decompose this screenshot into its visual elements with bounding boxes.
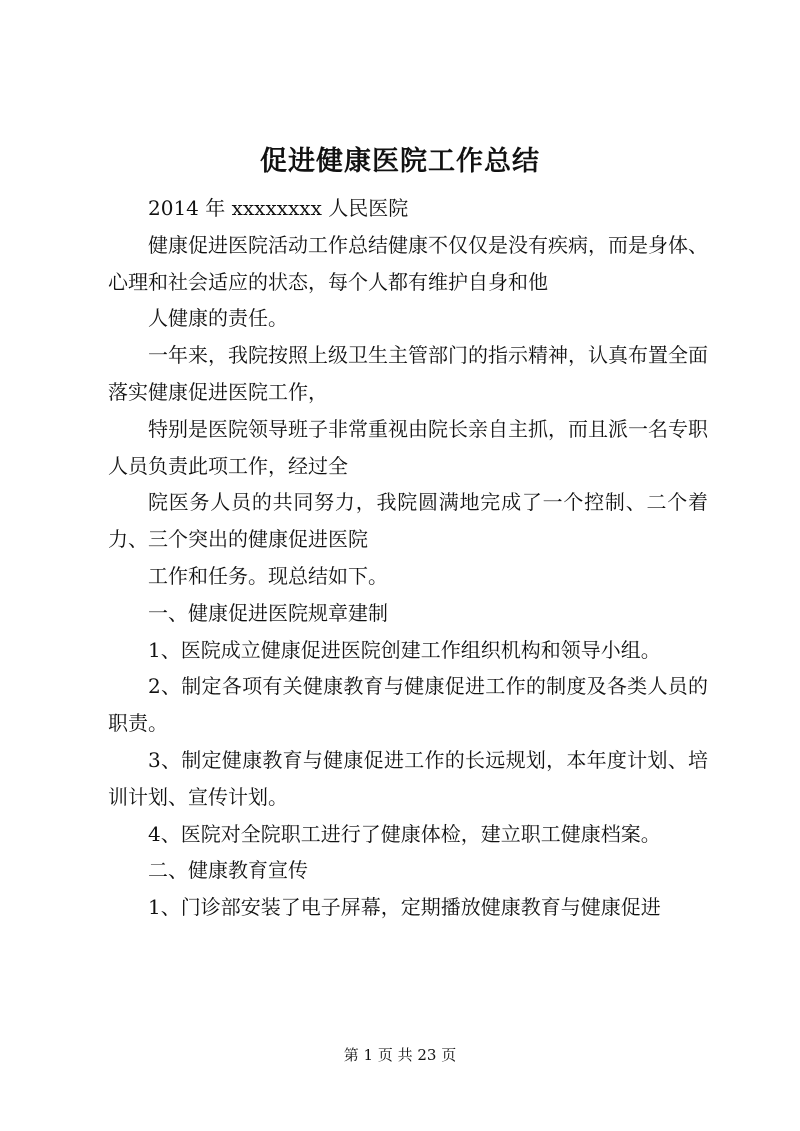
section-heading: 二、健康教育宣传	[148, 858, 308, 883]
list-item: 1、门诊部安装了电子屏幕，定期播放健康教育与健康促进	[148, 895, 661, 920]
document-body	[108, 190, 708, 926]
paragraph: 工作和任务。现总结如下。	[148, 563, 388, 588]
paragraph: 人健康的责任。	[148, 306, 288, 331]
list-item: 4、医院对全院职工进行了健康体检，建立职工健康档案。	[148, 821, 661, 846]
paragraph: 特别是医院领导班子非常重视由院长亲自主抓，而且派一名专职人员负责此项工作，经过全	[108, 416, 708, 478]
paragraph: 2014 年 xxxxxxxx 人民医院	[148, 196, 409, 220]
list-item: 2、制定各项有关健康教育与健康促进工作的制度及各类人员的职责。	[108, 674, 708, 736]
paragraph: 院医务人员的共同努力，我院圆满地完成了一个控制、二个着力、三个突出的健康促进医院	[108, 490, 708, 552]
list-item: 1、医院成立健康促进医院创建工作组织机构和领导小组。	[148, 637, 661, 662]
paragraph: 一年来，我院按照上级卫生主管部门的指示精神，认真布置全面落实健康促进医院工作，	[108, 343, 708, 404]
paragraph: 健康促进医院活动工作总结健康不仅仅是没有疾病，而是身体、心理和社会适应的状态，每个人都有维护自身和他	[108, 232, 708, 294]
list-item: 3、制定健康教育与健康促进工作的长远规划，本年度计划、培训计划、宣传计划。	[108, 747, 708, 809]
document-title: 促进健康医院工作总结	[260, 146, 540, 177]
page-number-footer: 第 1 页 共 23 页	[343, 1046, 457, 1064]
section-heading: 一、健康促进医院规章建制	[148, 600, 388, 625]
